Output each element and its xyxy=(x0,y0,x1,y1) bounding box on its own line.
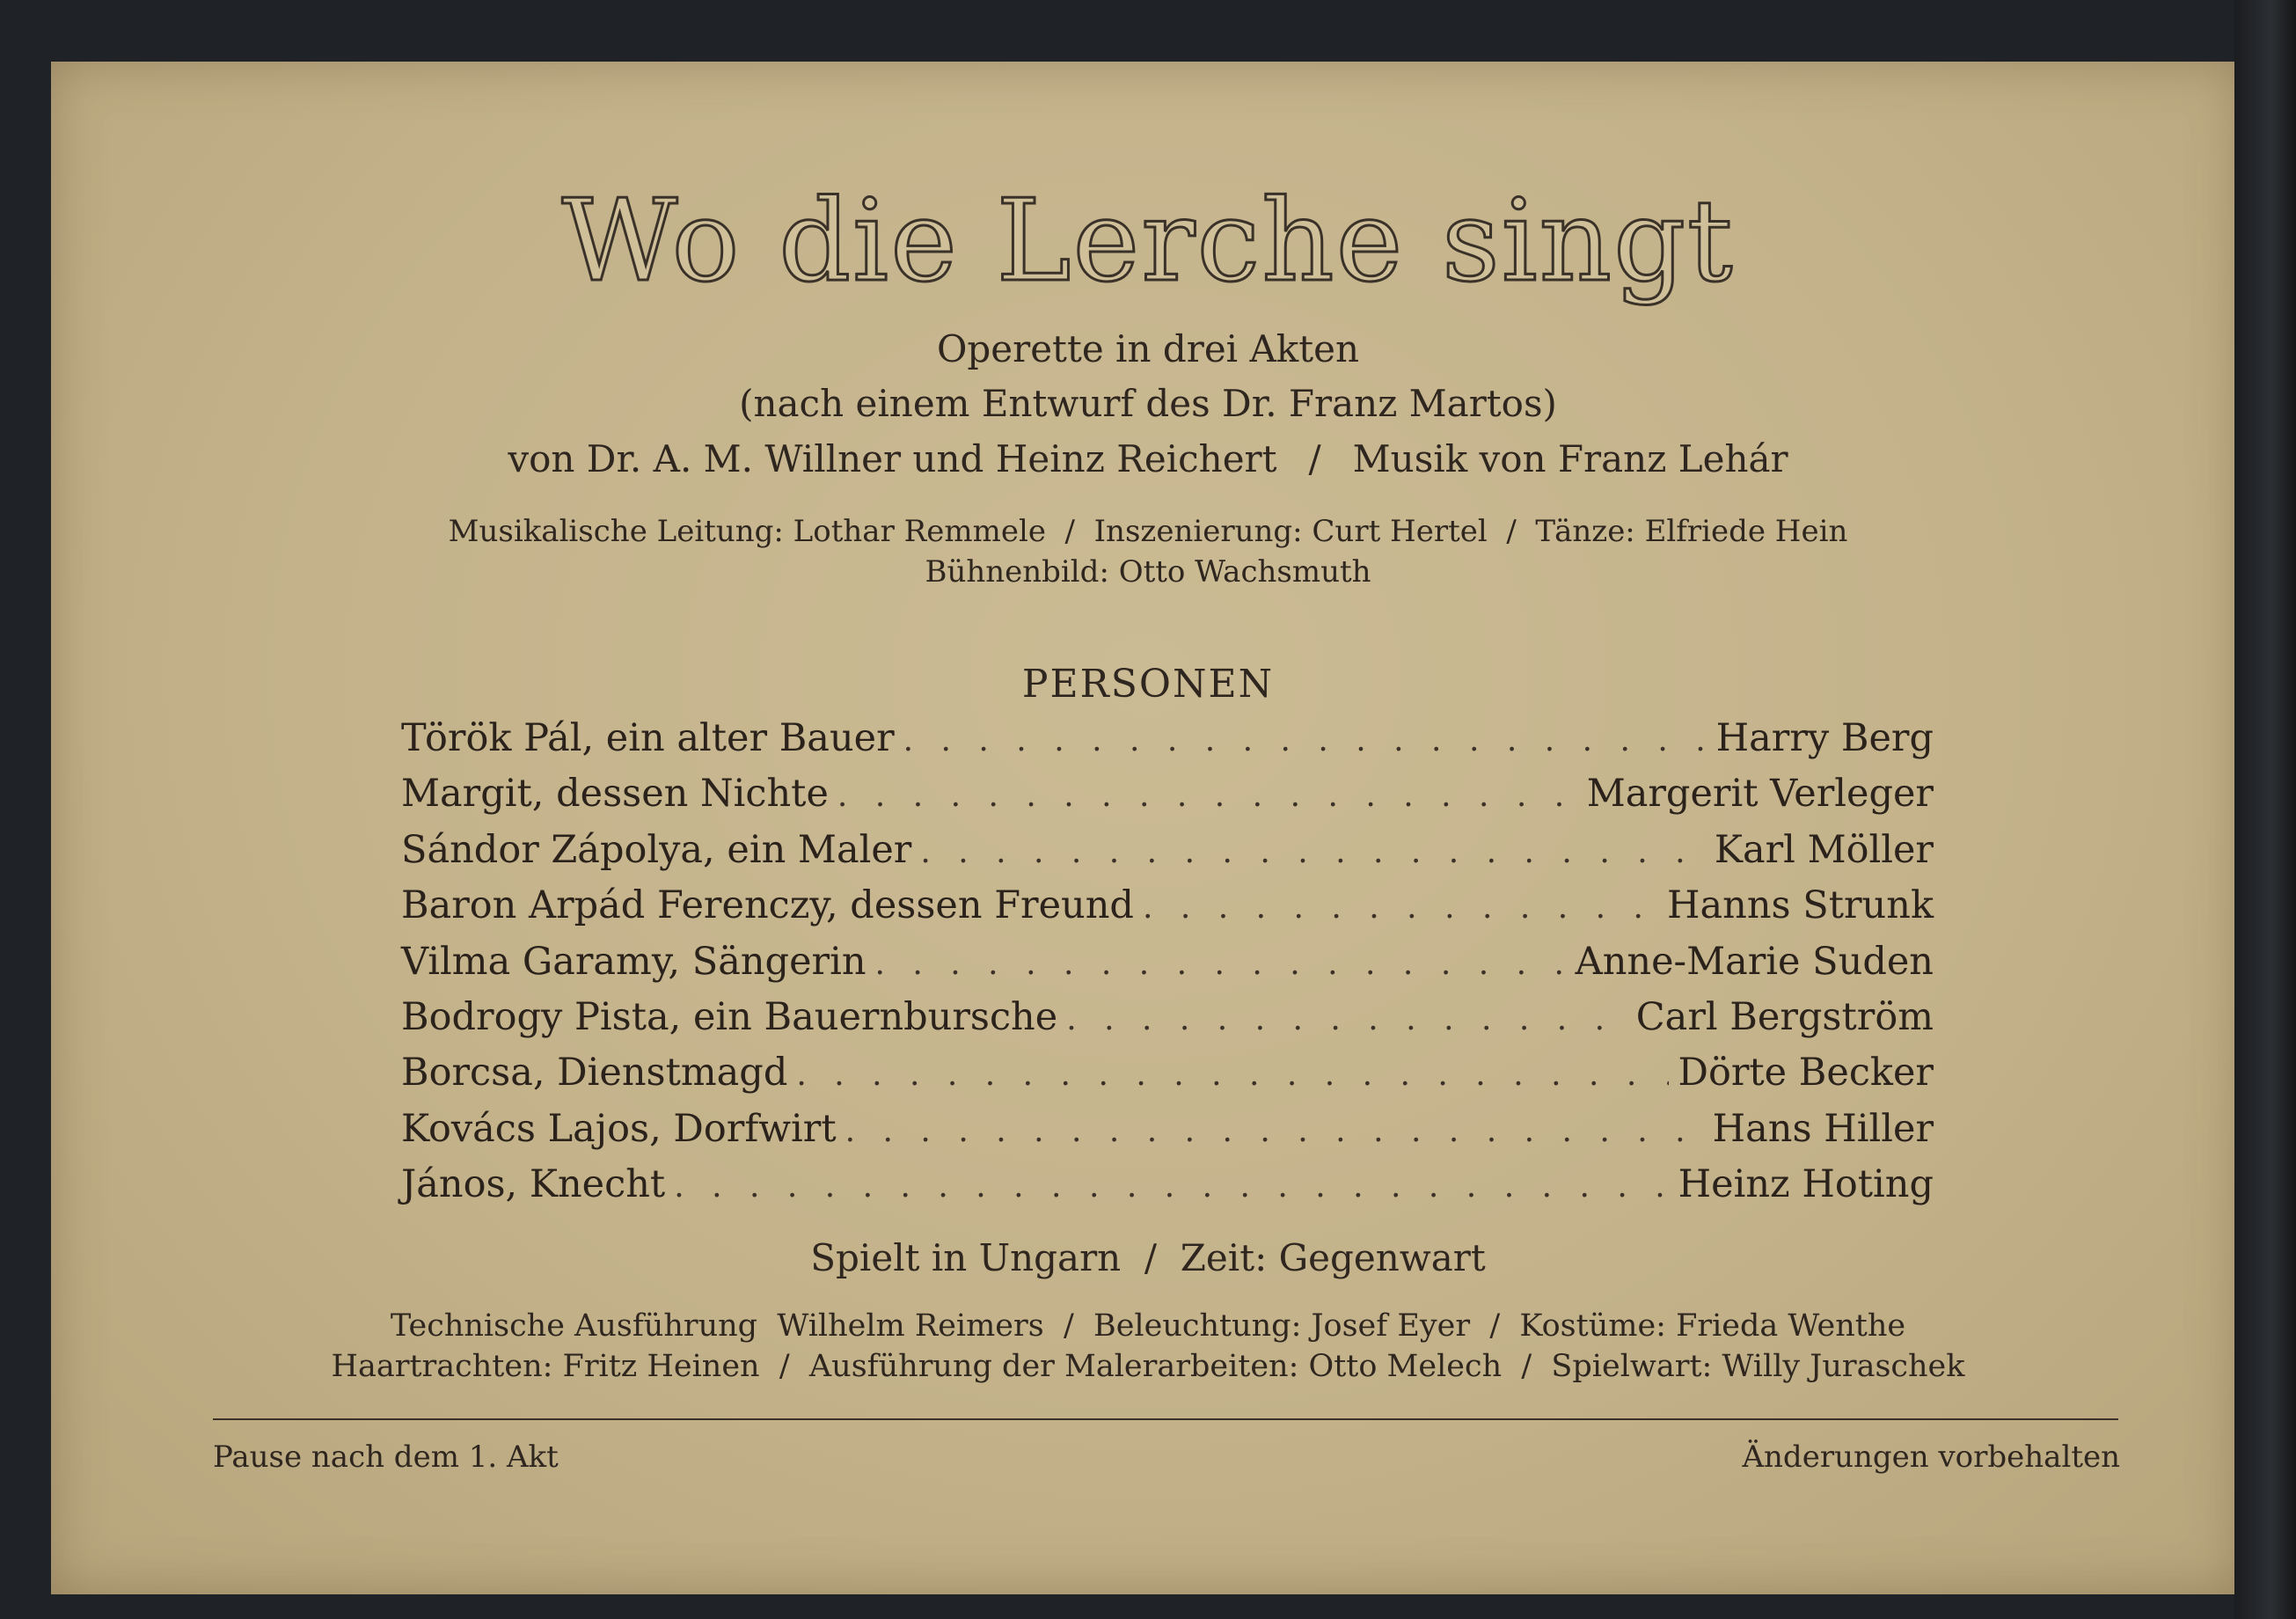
role: Baron Arpád Ferenczy, dessen Freund xyxy=(401,883,1134,928)
composer: Musik von Franz Lehár xyxy=(1352,437,1788,480)
role: Borcsa, Dienstmagd xyxy=(401,1051,788,1095)
cast-row xyxy=(401,995,1934,1051)
subtitle: Operette in drei Akten xyxy=(936,327,1360,370)
technical-line-2: Haartrachten: Fritz Heinen / Ausführung der Malerarbeiten: Otto Melech / Spielwart: Willy Juraschek xyxy=(331,1349,1965,1384)
actor: Heinz Hoting xyxy=(1678,1162,1934,1207)
actor: Margerit Verleger xyxy=(1586,772,1934,817)
technical-line-1: Technische Ausführung Wilhelm Reimers / Beleuchtung: Josef Eyer / Kostüme: Frieda Wenthe xyxy=(390,1308,1906,1344)
cast-heading: PERSONEN xyxy=(1021,662,1275,707)
actor: Anne-Marie Suden xyxy=(1575,939,1934,984)
leader-dots xyxy=(1066,1001,1627,1037)
actor: Karl Möller xyxy=(1714,827,1934,872)
page-title: Wo die Lerche singt xyxy=(561,176,1735,307)
role: Bodrogy Pista, ein Bauernbursche xyxy=(401,994,1058,1039)
staff-line-2: Bühnenbild: Otto Wachsmuth xyxy=(925,554,1371,590)
leader-dots xyxy=(903,722,1707,758)
footer-divider xyxy=(213,1418,2118,1420)
separator: / xyxy=(1308,437,1321,480)
authors-line xyxy=(0,437,2296,480)
setting-line: Spielt in Ungarn / Zeit: Gegenwart xyxy=(810,1236,1486,1279)
cast-row xyxy=(401,1051,1934,1106)
leader-dots xyxy=(875,946,1567,982)
leader-dots xyxy=(674,1168,1669,1205)
cast-row xyxy=(401,1107,1934,1162)
actor: Hanns Strunk xyxy=(1667,883,1934,928)
cast-row xyxy=(401,828,1934,883)
role: Kovács Lajos, Dorfwirt xyxy=(401,1106,837,1151)
role: Sándor Zápolya, ein Maler xyxy=(401,827,912,872)
role: János, Knecht xyxy=(401,1162,666,1207)
authors: von Dr. A. M. Willner und Heinz Reichert xyxy=(508,437,1277,480)
cast-row xyxy=(401,940,1934,995)
cast-row xyxy=(401,716,1934,772)
leader-dots xyxy=(1143,890,1658,926)
leader-dots xyxy=(796,1057,1669,1093)
leader-dots xyxy=(837,778,1578,814)
intermission-note: Pause nach dem 1. Akt xyxy=(213,1440,559,1475)
role: Margit, dessen Nichte xyxy=(401,772,829,817)
source-note: (nach einem Entwurf des Dr. Franz Martos) xyxy=(739,382,1557,425)
cast-row xyxy=(401,772,1934,827)
actor: Harry Berg xyxy=(1715,716,1934,760)
cast-row xyxy=(401,1162,1934,1218)
actor: Hans Hiller xyxy=(1712,1106,1934,1151)
cast-list xyxy=(401,716,1934,1219)
cast-row xyxy=(401,883,1934,939)
role: Török Pál, ein alter Bauer xyxy=(401,716,895,760)
role: Vilma Garamy, Sängerin xyxy=(401,939,866,984)
leader-dots xyxy=(920,834,1705,870)
actor: Carl Bergström xyxy=(1635,994,1934,1039)
changes-note: Änderungen vorbehalten xyxy=(1742,1440,2120,1475)
staff-line-1: Musikalische Leitung: Lothar Remmele / Inszenierung: Curt Hertel / Tänze: Elfriede Hein xyxy=(448,514,1848,549)
leader-dots xyxy=(845,1113,1704,1149)
actor: Dörte Becker xyxy=(1678,1051,1934,1095)
